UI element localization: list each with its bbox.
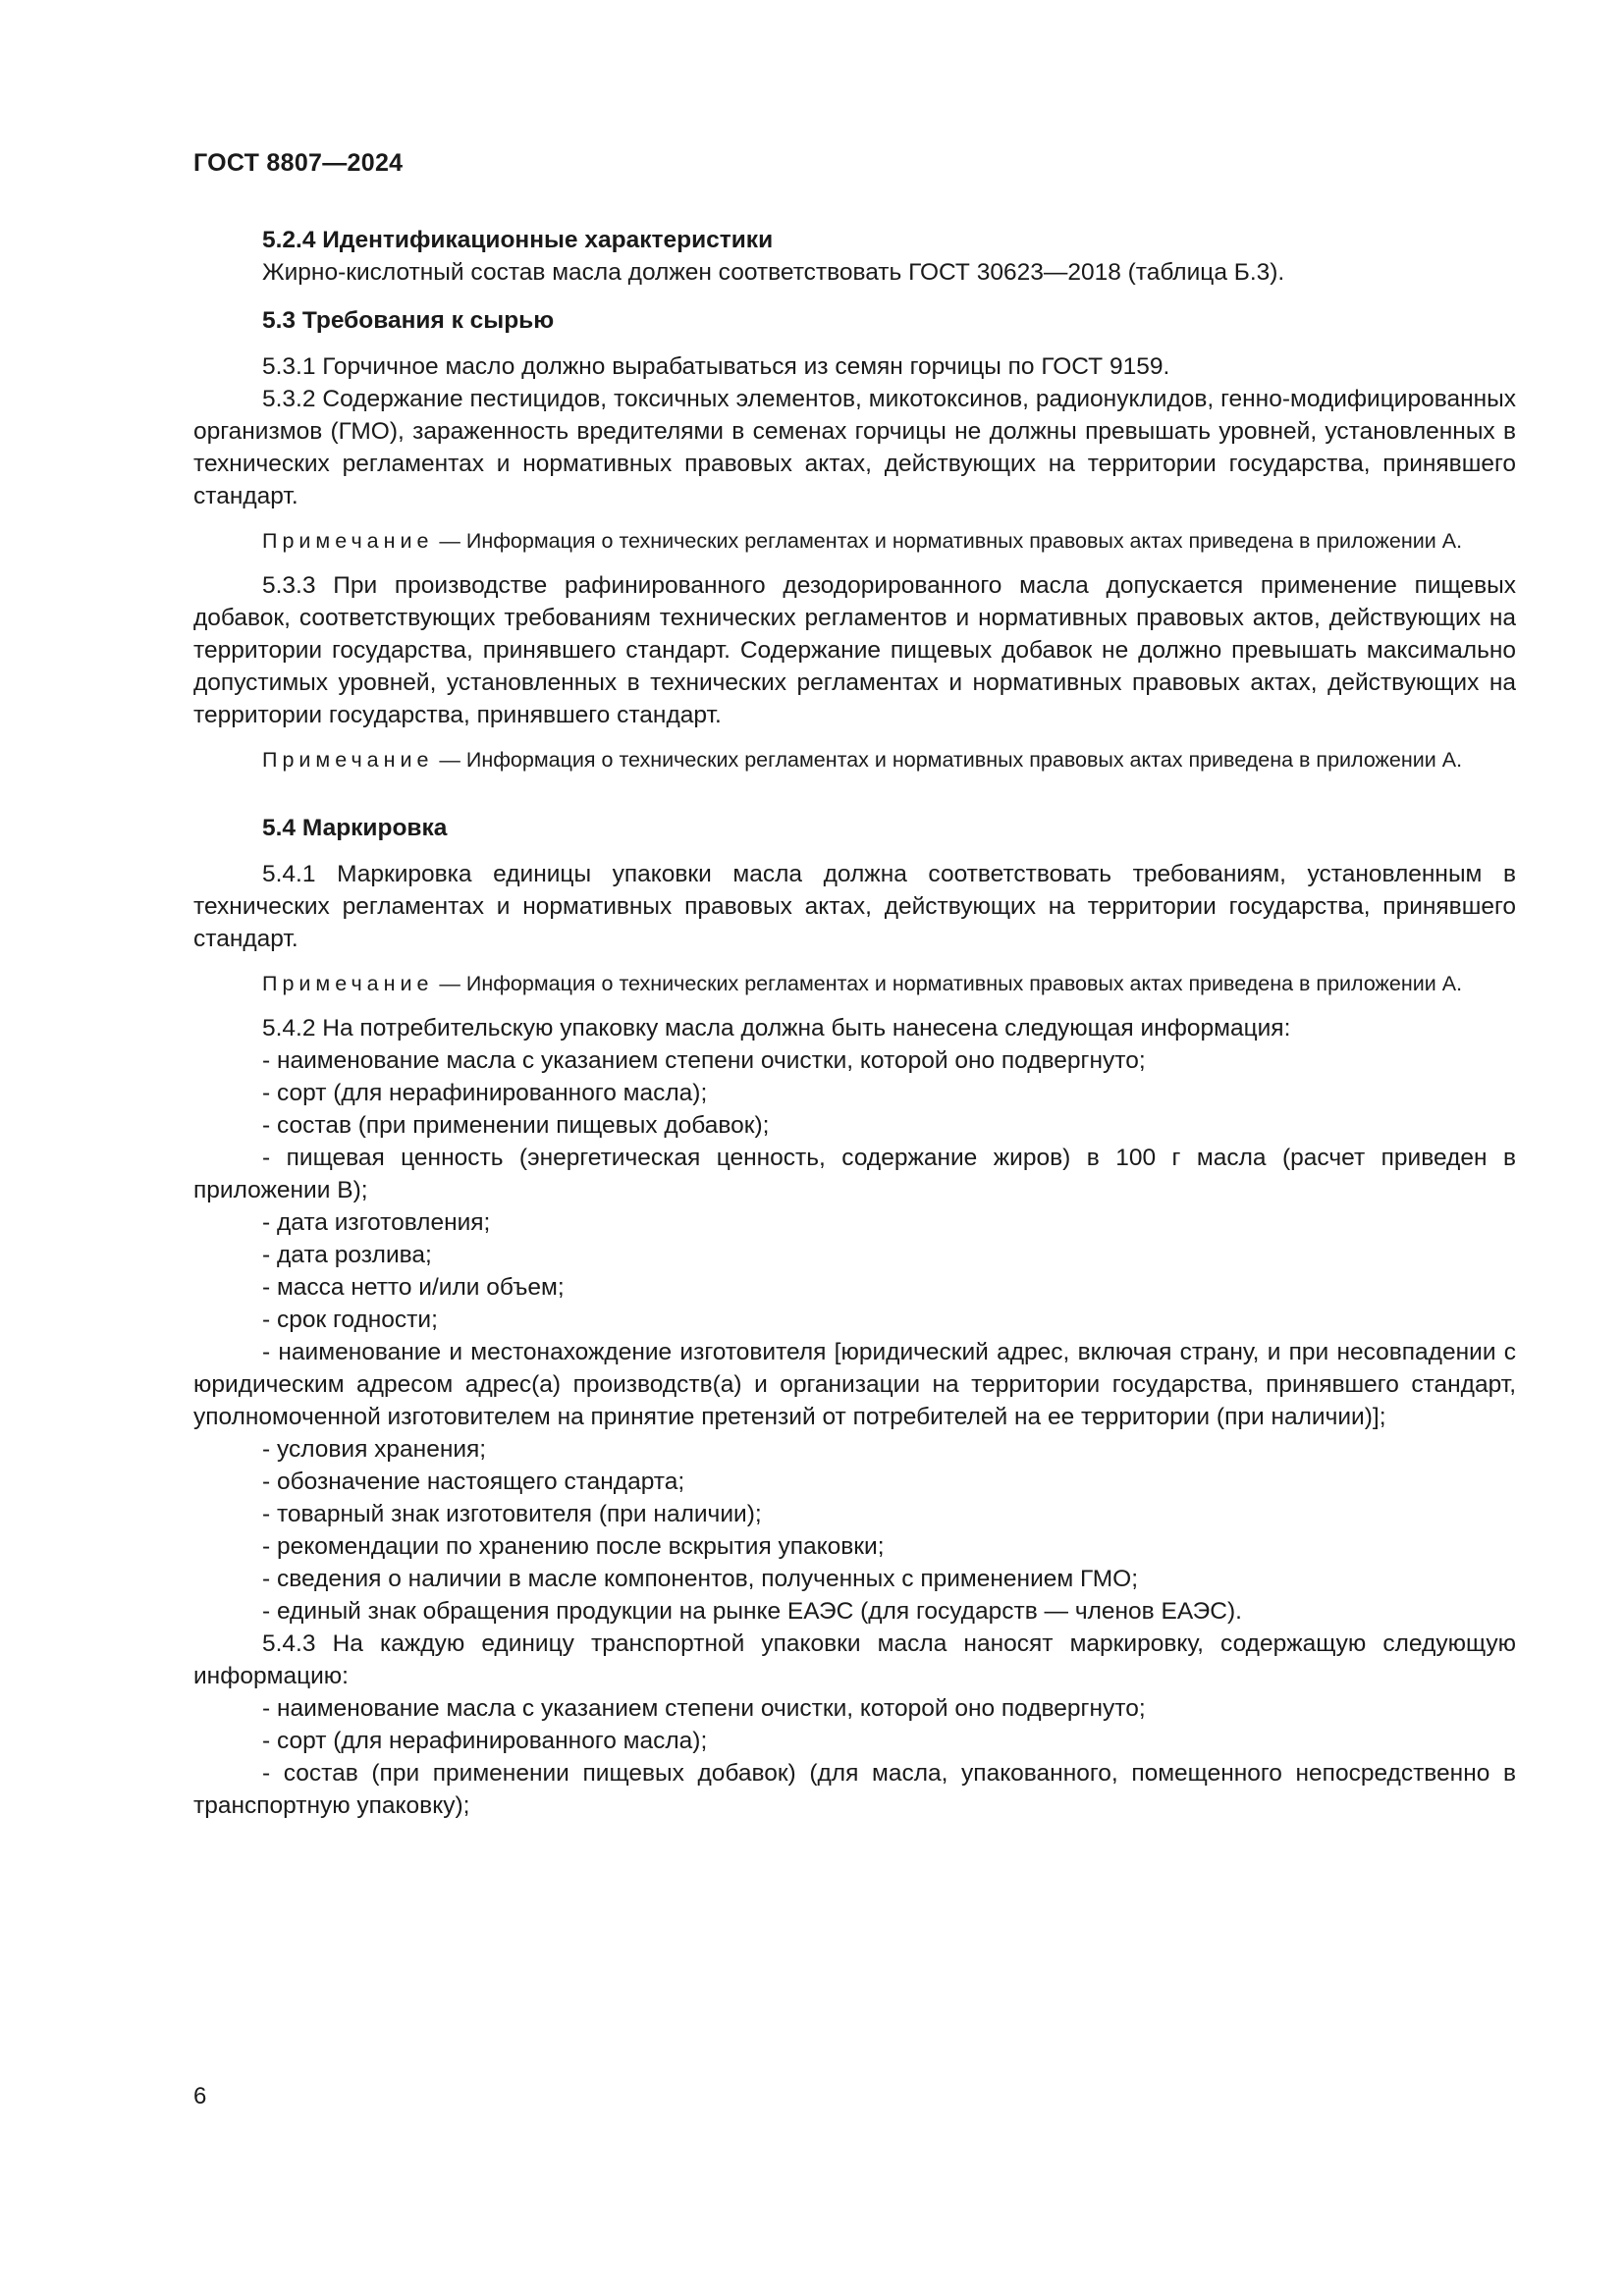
paragraph-5-4-3: 5.4.3 На каждую единицу транспортной упаковки масла наносят маркировку, содержащую следующую информацию: (193, 1630, 1516, 1689)
list-item: - единый знак обращения продукции на рынке ЕАЭС (для государств — членов ЕАЭС). (262, 1598, 1242, 1625)
list-item: - рекомендации по хранению после вскрытия упаковки; (262, 1533, 885, 1560)
note-label: Примечание (262, 748, 434, 772)
list-item: - товарный знак изготовителя (при наличии); (262, 1501, 762, 1527)
note-label: Примечание (262, 972, 434, 995)
list-item: - масса нетто и/или объем; (262, 1274, 565, 1301)
list-item: - обозначение настоящего стандарта; (262, 1468, 685, 1495)
list-item: - сорт (для нерафинированного масла); (262, 1728, 708, 1754)
note-5-3-2 (193, 526, 1516, 556)
paragraph-5-3-1: 5.3.1 Горчичное масло должно вырабатываться из семян горчицы по ГОСТ 9159. (262, 353, 1170, 380)
list-item: - сорт (для нерафинированного масла); (262, 1080, 708, 1106)
list-item: - дата розлива; (262, 1242, 432, 1268)
document-body (193, 224, 1516, 1822)
note-label: Примечание (262, 529, 434, 553)
list-item: - пищевая ценность (энергетическая ценность, содержание жиров) в 100 г масла (расчет приведен в приложении В); (193, 1145, 1516, 1203)
note-text: — Информация о технических регламентах и нормативных правовых актах приведена в приложении А. (433, 972, 1463, 995)
list-item: - срок годности; (262, 1307, 438, 1333)
note-5-4-1 (193, 969, 1516, 998)
section-heading-5-4: 5.4 Маркировка (262, 815, 448, 841)
note-text: — Информация о технических регламентах и нормативных правовых актах приведена в приложении А. (433, 748, 1463, 772)
list-item: - состав (при применении пищевых добавок); (262, 1112, 770, 1139)
transport-package-info-list (193, 1692, 1516, 1822)
section-heading-5-2-4: 5.2.4 Идентификационные характеристики (262, 227, 774, 253)
note-5-3-3 (193, 745, 1516, 774)
paragraph-5-4-2: 5.4.2 На потребительскую упаковку масла должна быть нанесена следующая информация: (262, 1015, 1291, 1041)
paragraph-5-3-3: 5.3.3 При производстве рафинированного дезодорированного масла допускается применение пищевых добавок, соответствующих требованиям технических регламентов и нормативных правовых актов, действующих на территории государства, принявшего стандарт. Содержание пищевых добавок не должно превышать максимально допустимых уровней, установленных в технических регламентах и нормативных правовых актах, действующих на территории государства, принявшего стандарт. (193, 572, 1516, 728)
list-item: - наименование и местонахождение изготовителя [юридический адрес, включая страну, и при несовпадении с юридическим адресом адрес(а) производств(а) и организации на территории государства, принявшего стандарт, уполномоченной изготовителем на принятие претензий от потребителей на ее территории (при наличии)]; (193, 1339, 1516, 1430)
paragraph-5-4-1: 5.4.1 Маркировка единицы упаковки масла должна соответствовать требованиям, установленным в технических регламентах и нормативных правовых актах, действующих на территории государства, принявшего стандарт. (193, 861, 1516, 952)
list-item: - состав (при применении пищевых добавок) (для масла, упакованного, помещенного непосредственно в транспортную упаковку); (193, 1760, 1516, 1819)
paragraph-5-2-4: Жирно-кислотный состав масла должен соответствовать ГОСТ 30623—2018 (таблица Б.3). (262, 259, 1285, 286)
page-number: 6 (193, 2083, 207, 2109)
list-item: - сведения о наличии в масле компонентов, полученных с применением ГМО; (262, 1566, 1139, 1592)
section-heading-5-3: 5.3 Требования к сырью (262, 307, 555, 334)
paragraph-5-3-2: 5.3.2 Содержание пестицидов, токсичных элементов, микотоксинов, радионуклидов, генно-модифицированных организмов (ГМО), зараженность вредителями в семенах горчицы не должны превышать уровней, установленных в технических регламентах и нормативных правовых актах, действующих на территории государства, принявшего стандарт. (193, 386, 1516, 509)
consumer-package-info-list (193, 1044, 1516, 1628)
list-item: - наименование масла с указанием степени очистки, которой оно подвергнуто; (262, 1047, 1146, 1074)
note-text: — Информация о технических регламентах и нормативных правовых актах приведена в приложении А. (433, 529, 1463, 553)
list-item: - дата изготовления; (262, 1209, 491, 1236)
document-header: ГОСТ 8807—2024 (193, 149, 404, 177)
list-item: - условия хранения; (262, 1436, 487, 1463)
list-item: - наименование масла с указанием степени очистки, которой оно подвергнуто; (262, 1695, 1146, 1722)
